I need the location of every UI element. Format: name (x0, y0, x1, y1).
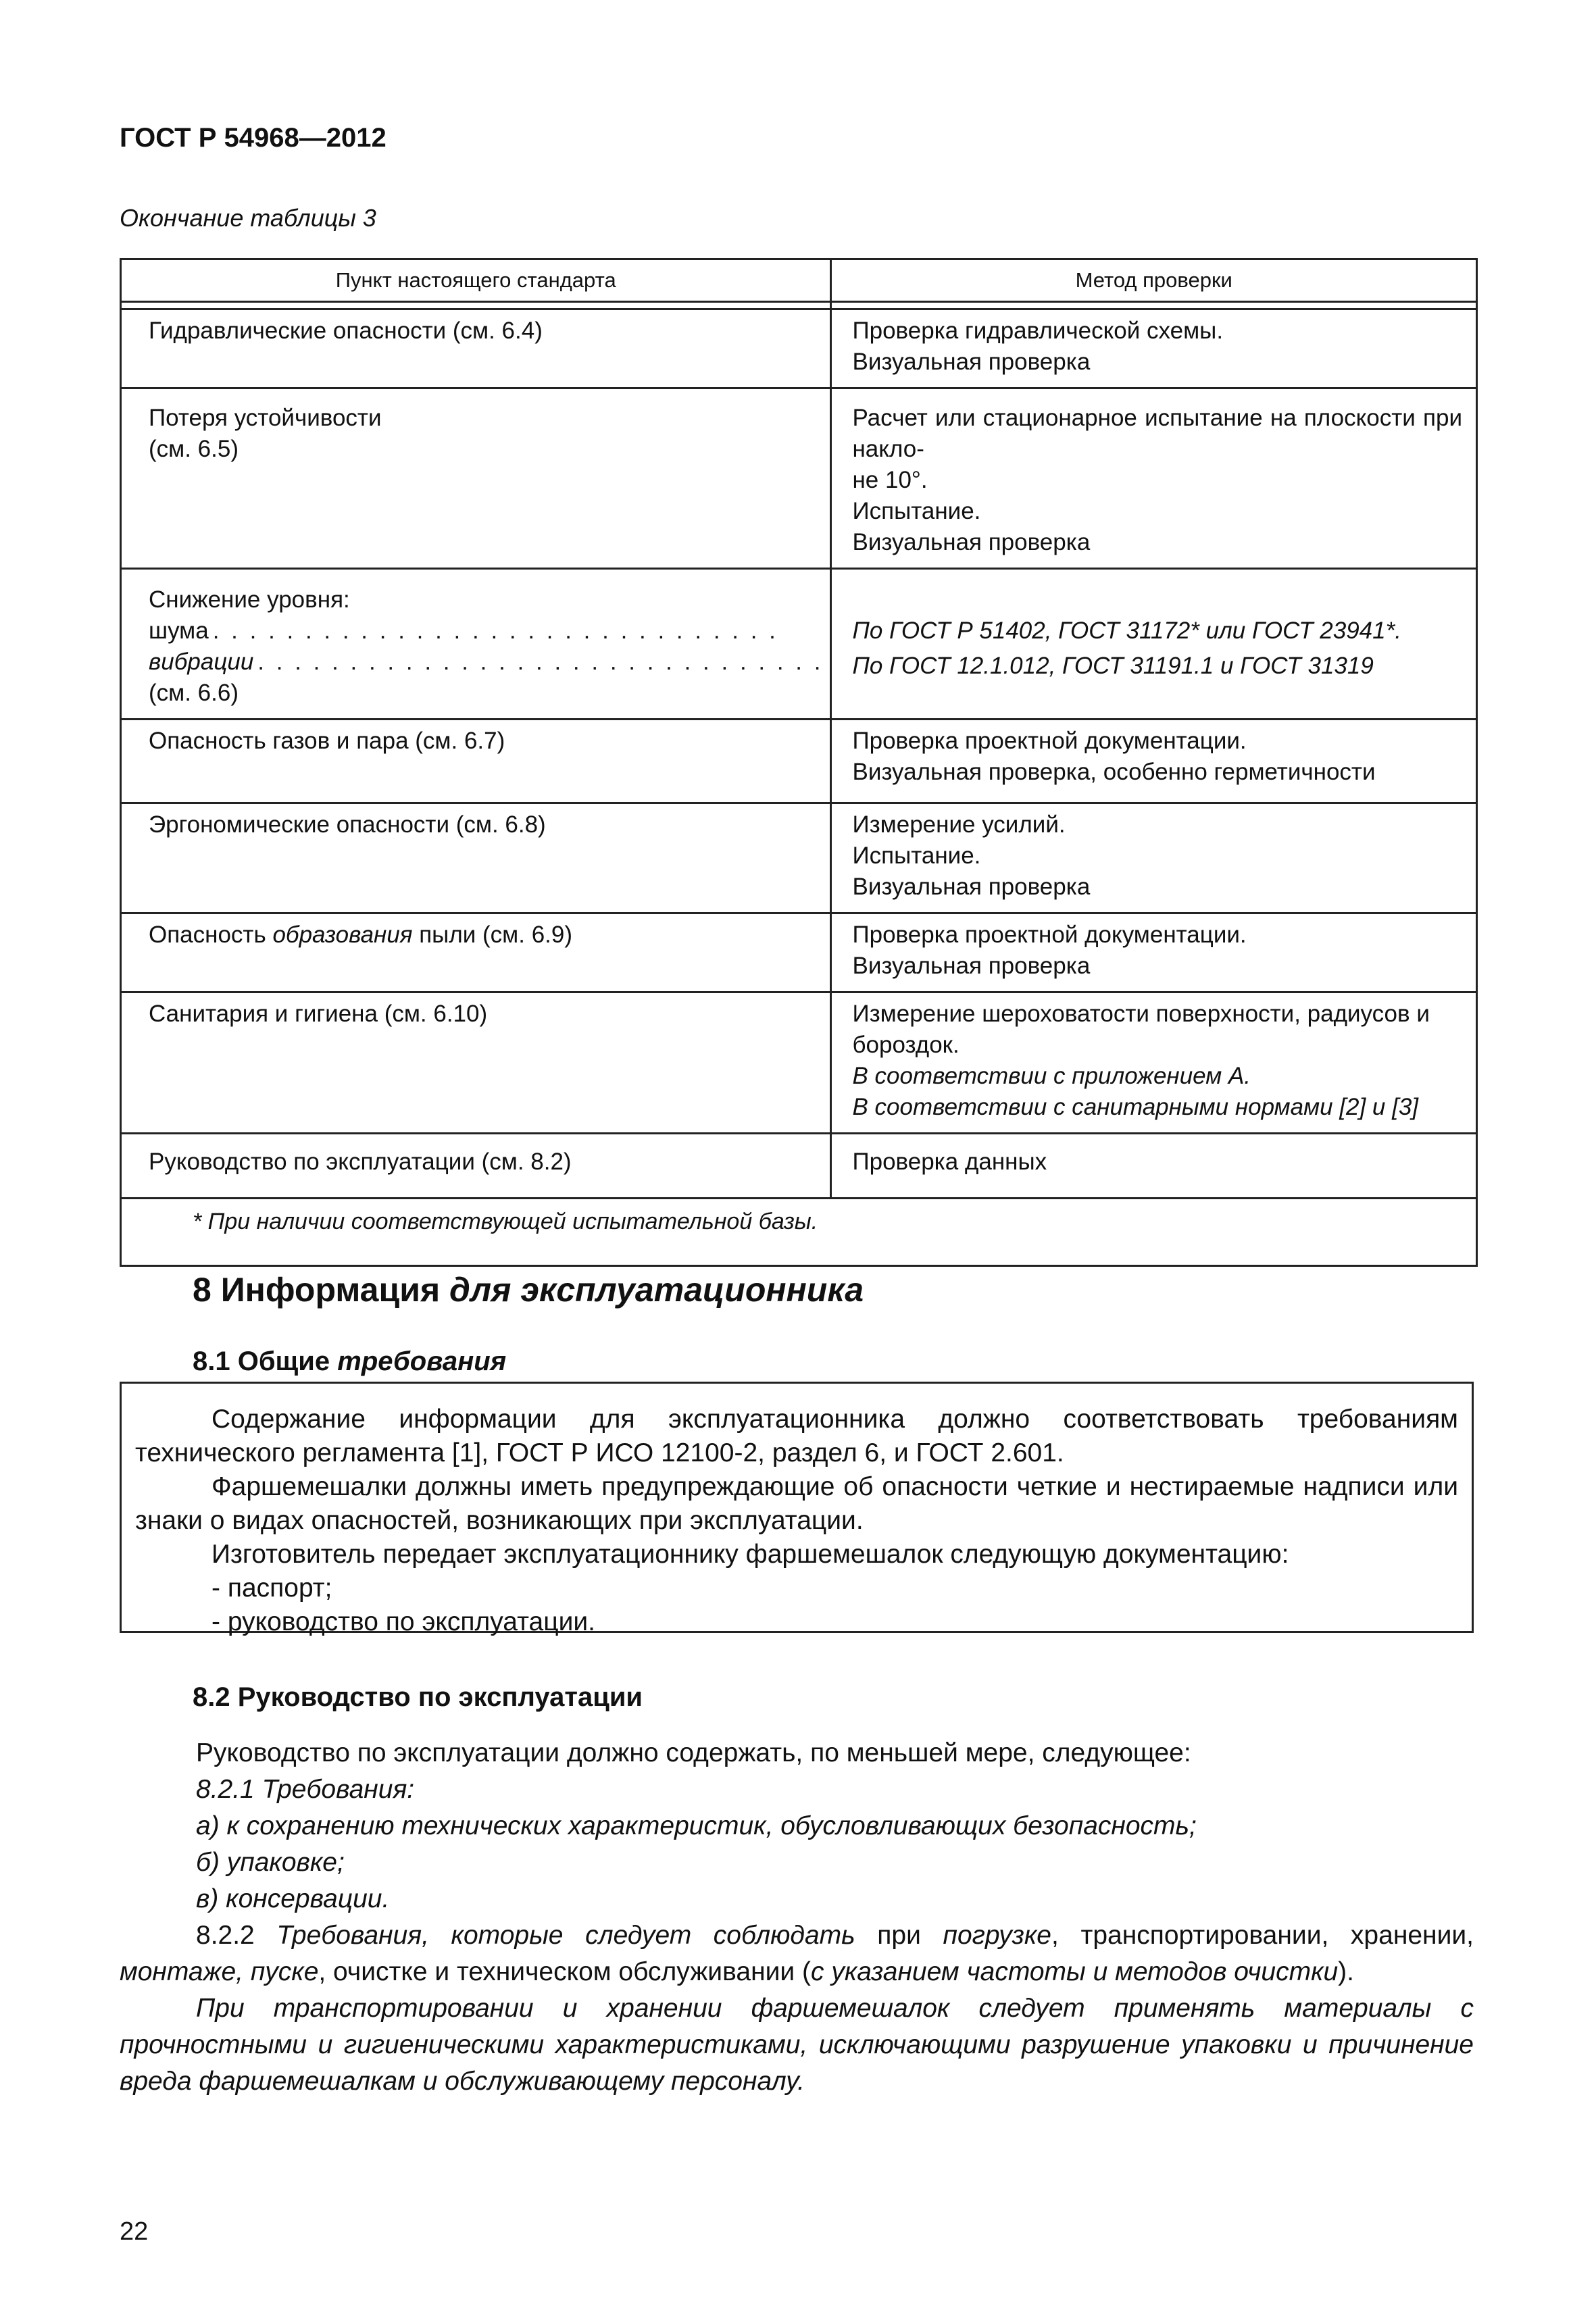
clause-cell: Опасность газов и пара (см. 6.7) (121, 720, 831, 803)
method-cell: Проверка гидравлической схемы. Визуальная проверка (831, 309, 1477, 388)
method-cell: По ГОСТ Р 51402, ГОСТ 31172* или ГОСТ 23941*. По ГОСТ 12.1.012, ГОСТ 31191.1 и ГОСТ 31319 (831, 569, 1477, 720)
paragraph: При транспортировании и хранении фаршемешалок следует применять материалы с прочностными и гигиеническими характеристиками, исключающими разрушение упаковки и причинение вреда фаршемешалкам и обслуживающему персоналу. (120, 1994, 1474, 2096)
table-3 (120, 258, 1478, 1267)
table-row-ergonomic (121, 803, 1477, 913)
method-cell: Проверка проектной документации. Визуальная проверка, особенно герметичности (831, 720, 1477, 803)
list-item: б) упаковке; (196, 1848, 345, 1877)
leader-dots: . . . . . . . . . . . . . . . . . . . . . . . . . . . . . . . (212, 618, 778, 644)
clause-cell: Опасность образования пыли (см. 6.9) (121, 913, 831, 992)
clause-cell: Потеря устойчивости (см. 6.5) (121, 388, 831, 569)
table-header-row (121, 259, 1477, 302)
section-8-1-box (120, 1382, 1474, 1636)
document-code: ГОСТ Р 54968—2012 (120, 123, 386, 153)
method-cell: Измерение усилий. Испытание. Визуальная проверка (831, 803, 1477, 913)
method-cell: Расчет или стационарное испытание на плоскости при накло- не 10°. Испытание. Визуальная проверка (831, 388, 1477, 569)
clause-cell: Эргономические опасности (см. 6.8) (121, 803, 831, 913)
method-cell: Измерение шероховатости поверхности, радиусов и бороздок. В соответствии с приложением А. В соответствии с санитарными нормами [2] и [3] (831, 992, 1477, 1134)
paragraph: Руководство по эксплуатации должно содержать, по меньшей мере, следующее: (196, 1738, 1191, 1767)
list-item: - паспорт; (211, 1574, 332, 1603)
list-item: в) консервации. (196, 1884, 390, 1913)
section-8-1-heading: 8.1 Общие требования (193, 1347, 507, 1376)
table-footnote-row (121, 1199, 1477, 1266)
section-8-heading: 8 Информация для эксплуатационника (193, 1271, 864, 1309)
table-row-gas (121, 720, 1477, 803)
leader-dots: . . . . . . . . . . . . . . . . . . . . . . . . . . . . . . . (257, 649, 824, 675)
method-cell: Проверка данных (831, 1134, 1477, 1199)
header-double-rule (121, 302, 1477, 309)
table-row-hydraulic (121, 309, 1477, 388)
paragraph: Фаршемешалки должны иметь предупреждающие об опасности четкие и нестираемые надписи или знаки о видах опасностей, возникающих при эксплуатации. (135, 1472, 1458, 1535)
clause-cell: Санитария и гигиена (см. 6.10) (121, 992, 831, 1134)
column-header-method: Метод проверки (831, 259, 1477, 302)
table-row-stability (121, 388, 1477, 569)
clause-cell: Руководство по эксплуатации (см. 8.2) (121, 1134, 831, 1199)
table-footnote: * При наличии соответствующей испытательной базы. (121, 1199, 1477, 1266)
page-number: 22 (120, 2217, 149, 2246)
table-caption: Окончание таблицы 3 (120, 204, 376, 232)
section-8-2-body (120, 1735, 1474, 2100)
method-cell: Проверка проектной документации. Визуальная проверка (831, 913, 1477, 992)
paragraph: 8.2.2 Требования, которые следует соблюдать при погрузке, транспортировании, хранении, монтаже, пуске, очистке и техническом обслуживании (с указанием частоты и методов очистки). (120, 1921, 1474, 1986)
table-row-sanitation (121, 992, 1477, 1134)
paragraph: Содержание информации для эксплуатационника должно соответствовать требованиям технического регламента [1], ГОСТ Р ИСО 12100-2, раздел 6, и ГОСТ 2.601. (135, 1405, 1458, 1467)
paragraph: 8.2.1 Требования: (196, 1775, 415, 1804)
section-8-2-heading: 8.2 Руководство по эксплуатации (193, 1682, 643, 1712)
table-row-noise-vibration (121, 569, 1477, 720)
list-item: а) к сохранению технических характеристик, обусловливающих безопасность; (196, 1811, 1197, 1840)
list-item: - руководство по эксплуатации. (211, 1607, 595, 1636)
paragraph: Изготовитель передает эксплуатационнику фаршемешалок следующую документацию: (211, 1540, 1289, 1569)
clause-cell: Снижение уровня: шума . . . . . . . . . . . . . . . . . . . . . . . . . . . . . . . вибрации . . . . . . . . . . . . . . . . . . . . . . . . . . . . . . . (см. 6.6) (121, 569, 831, 720)
clause-cell: Гидравлические опасности (см. 6.4) (121, 309, 831, 388)
table-row-dust (121, 913, 1477, 992)
column-header-clause: Пункт настоящего стандарта (121, 259, 831, 302)
table-row-manual (121, 1134, 1477, 1199)
